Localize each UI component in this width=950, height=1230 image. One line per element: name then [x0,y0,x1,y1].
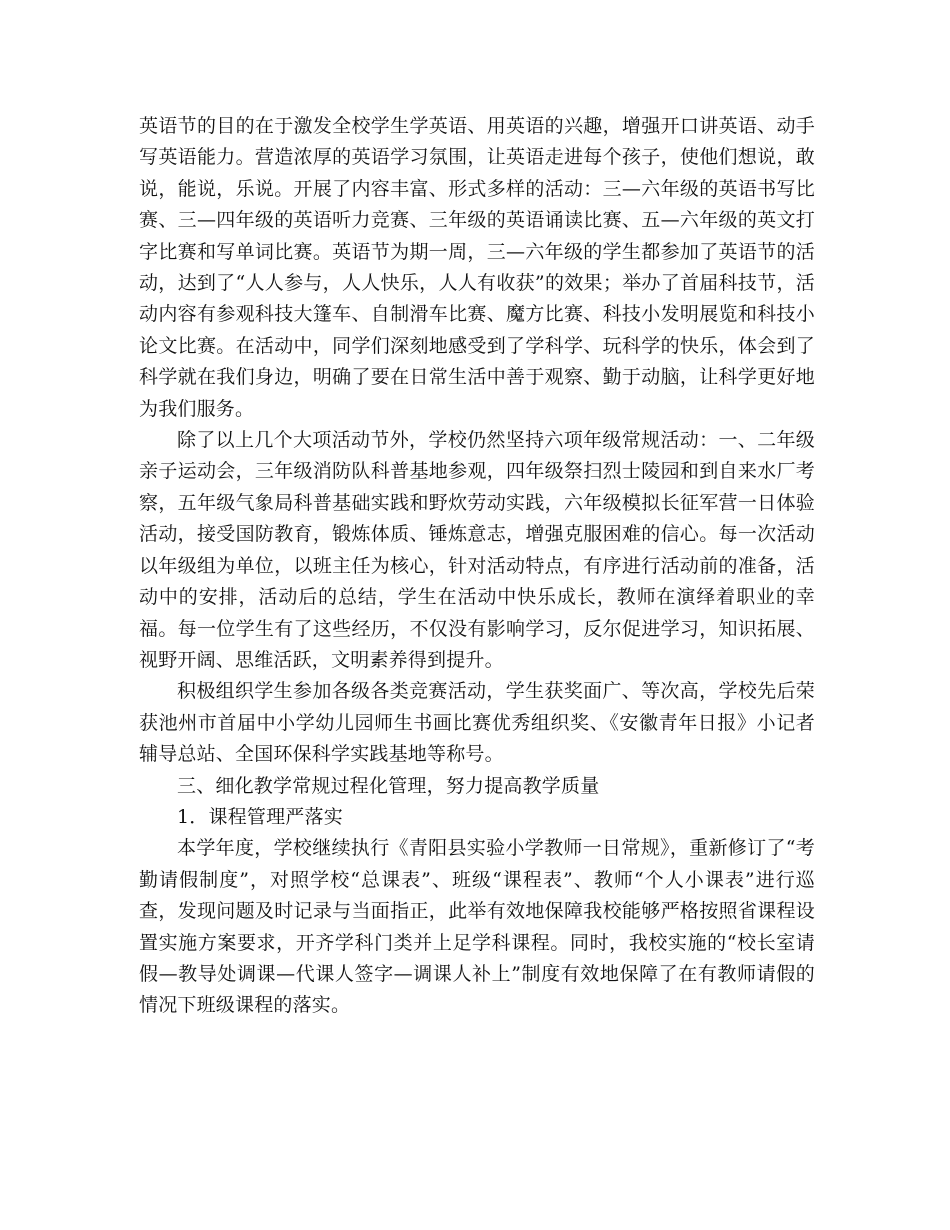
document-body [139,111,815,1022]
paragraph-english-festival: 英语节的目的在于激发全校学生学英语、用英语的兴趣，增强开口讲英语、动手写英语能力。营造浓厚的英语学习氛围，让英语走进每个孩子，使他们想说，敢说，能说，乐说。开展了内容丰富、形式多样的活动：三—六年级的英语书写比赛、三—四年级的英语听力竞赛、三年级的英语诵读比赛、五—六年级的英文打字比赛和写单词比赛。英语节为期一周，三—六年级的学生都参加了英语节的活动，达到了“人人参与，人人快乐，人人有收获”的效果；举办了首届科技节，活动内容有参观科技大篷车、自制滑车比赛、魔方比赛、科技小发明展览和科技小论文比赛。在活动中，同学们深刻地感受到了学科学、玩科学的快乐，体会到了科学就在我们身边，明确了要在日常生活中善于观察、勤于动脑，让科学更好地为我们服务。 [139,115,815,420]
section-heading-teaching-management: 三、细化教学常规过程化管理，努力提高教学质量 [177,774,600,797]
paragraph-curriculum-management: 本学年度，学校继续执行《青阳县实验小学教师一日常规》，重新修订了“考勤请假制度”，对照学校“总课表”、班级“课程表”、教师“个人小课表”进行巡查，发现问题及时记录与当面指正，此举有效地保障我校能够严格按照省课程设置实施方案要求，开齐学科门类并上足学科课程。同时，我校实施的“校长室请假—教导处调课—代课人签字—调课人补上”制度有效地保障了在有教师请假的情况下班级课程的落实。 [139,837,815,1017]
paragraph-grade-activities: 除了以上几个大项活动节外，学校仍然坚持六项年级常规活动：一、二年级亲子运动会，三年级消防队科普基地参观，四年级祭扫烈士陵园和到自来水厂考察，五年级气象局科普基础实践和野炊劳动实践，六年级模拟长征军营一日体验活动，接受国防教育，锻炼体质、锤炼意志，增强克服困难的信心。每一次活动以年级组为单位，以班主任为核心，针对活动特点，有序进行活动前的准备，活动中的安排，活动后的总结，学生在活动中快乐成长，教师在演绎着职业的幸福。每一位学生有了这些经历，不仅没有影响学习，反尔促进学习，知识拓展、视野开阔、思维活跃，文明素养得到提升。 [139,429,815,671]
paragraph-competitions: 积极组织学生参加各级各类竞赛活动，学生获奖面广、等次高，学校先后荣获池州市首届中小学幼儿园师生书画比赛优秀组织奖、《安徽青年日报》小记者辅导总站、全国环保科学实践基地等称号。 [139,680,815,766]
subsection-heading-curriculum: 1．课程管理严落实 [177,805,343,828]
